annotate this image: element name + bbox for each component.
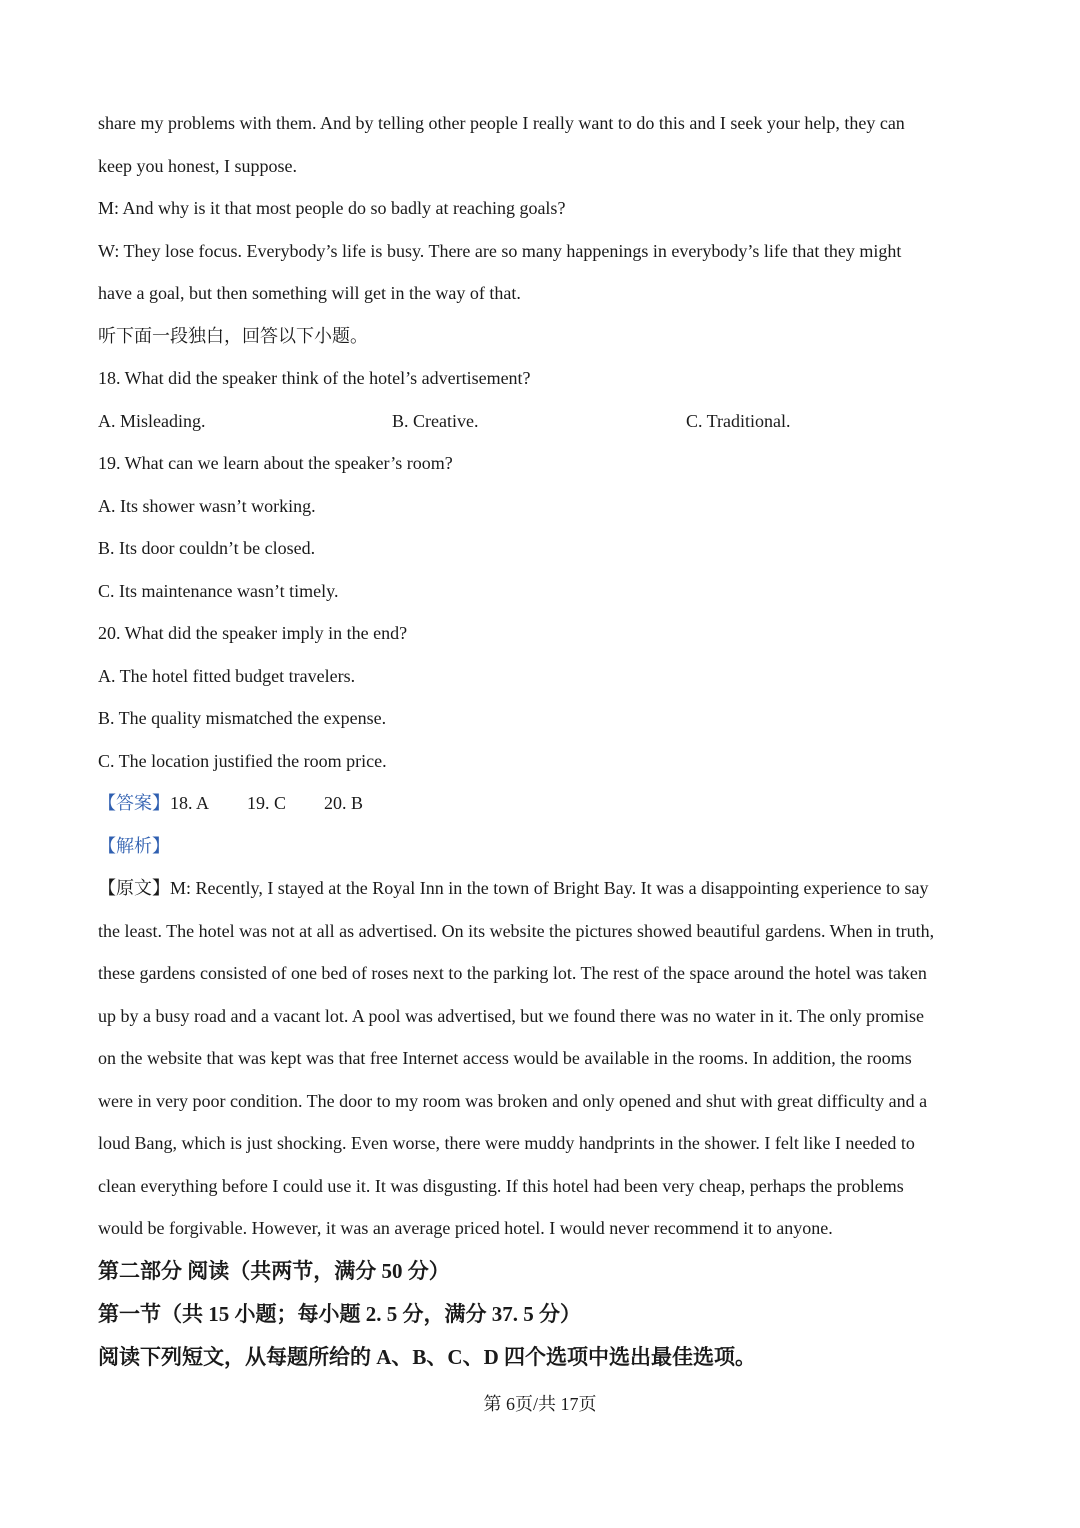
transcript-line: share my problems with them. And by telling other people I really want to do this and I seek your help, they can bbox=[98, 113, 905, 133]
option-b: B. Creative. bbox=[392, 410, 479, 431]
original-text-label: 【原文】 bbox=[98, 878, 170, 898]
original-text-line: up by a busy road and a vacant lot. A pool was advertised, but we found there was no water in it. The only promise bbox=[98, 1005, 924, 1026]
original-text-line: were in very poor condition. The door to my room was broken and only opened and shut with great difficulty and a bbox=[98, 1090, 928, 1111]
option-c: C. The location justified the room price. bbox=[98, 750, 387, 771]
option-c: C. Traditional. bbox=[686, 410, 791, 431]
option-a: A. The hotel fitted budget travelers. bbox=[98, 665, 356, 686]
analysis-label: 【解析】 bbox=[98, 835, 170, 856]
answer-label: 【答案】 bbox=[98, 793, 170, 813]
original-text-line: loud Bang, which is just shocking. Even worse, there were muddy handprints in the shower. I felt like I needed to bbox=[98, 1133, 915, 1153]
answer-line bbox=[98, 782, 993, 825]
option-c: C. Its maintenance wasn’t timely. bbox=[98, 580, 339, 601]
option-a: A. Its shower wasn’t working. bbox=[98, 495, 316, 516]
question-18-options bbox=[98, 400, 993, 443]
original-text-line: clean everything before I could use it. It was disgusting. If this hotel had been very cheap, perhaps the problems bbox=[98, 1175, 904, 1196]
original-text-line: on the website that was kept was that free Internet access would be available in the rooms. In addition, the rooms bbox=[98, 1048, 912, 1068]
question-20: 20. What did the speaker imply in the end? bbox=[98, 623, 408, 643]
transcript-line: M: And why is it that most people do so badly at reaching goals? bbox=[98, 198, 566, 218]
original-text-line: the least. The hotel was not at all as advertised. On its website the pictures showed beautiful gardens. When in truth, bbox=[98, 920, 935, 941]
transcript-line: W: They lose focus. Everybody’s life is busy. There are so many happenings in everybody’s life that they might bbox=[98, 240, 902, 261]
option-b: B. Its door couldn’t be closed. bbox=[98, 538, 316, 558]
original-text-line: would be forgivable. However, it was an average priced hotel. I would never recommend it to anyone. bbox=[98, 1218, 833, 1238]
question-19: 19. What can we learn about the speaker’s room? bbox=[98, 453, 453, 473]
original-text-content: M: Recently, I stayed at the Royal Inn in the town of Bright Bay. It was a disappointing experience to say bbox=[170, 878, 929, 898]
original-text-line: these gardens consisted of one bed of roses next to the parking lot. The rest of the space around the hotel was taken bbox=[98, 963, 927, 983]
section-heading: 第二部分 阅读（共两节，满分 50 分） bbox=[98, 1258, 450, 1283]
option-b: B. The quality mismatched the expense. bbox=[98, 708, 387, 728]
transcript-line: keep you honest, I suppose. bbox=[98, 155, 297, 176]
listening-instruction: 听下面一段独白，回答以下小题。 bbox=[98, 325, 368, 346]
page-number: 第 6页/共 17页 bbox=[483, 1394, 597, 1414]
original-text-line bbox=[98, 867, 993, 910]
answer-item: 18. A bbox=[170, 793, 210, 813]
document-page bbox=[98, 102, 993, 1379]
section-heading: 阅读下列短文，从每题所给的 A、B、C、D 四个选项中选出最佳选项。 bbox=[98, 1344, 757, 1369]
answer-item: 19. C bbox=[247, 793, 287, 813]
question-18: 18. What did the speaker think of the hotel’s advertisement? bbox=[98, 368, 531, 388]
option-a: A. Misleading. bbox=[98, 410, 206, 431]
transcript-line: have a goal, but then something will get in the way of that. bbox=[98, 283, 521, 303]
section-heading: 第一节（共 15 小题；每小题 2. 5 分，满分 37. 5 分） bbox=[98, 1301, 581, 1326]
answer-item: 20. B bbox=[324, 793, 364, 813]
